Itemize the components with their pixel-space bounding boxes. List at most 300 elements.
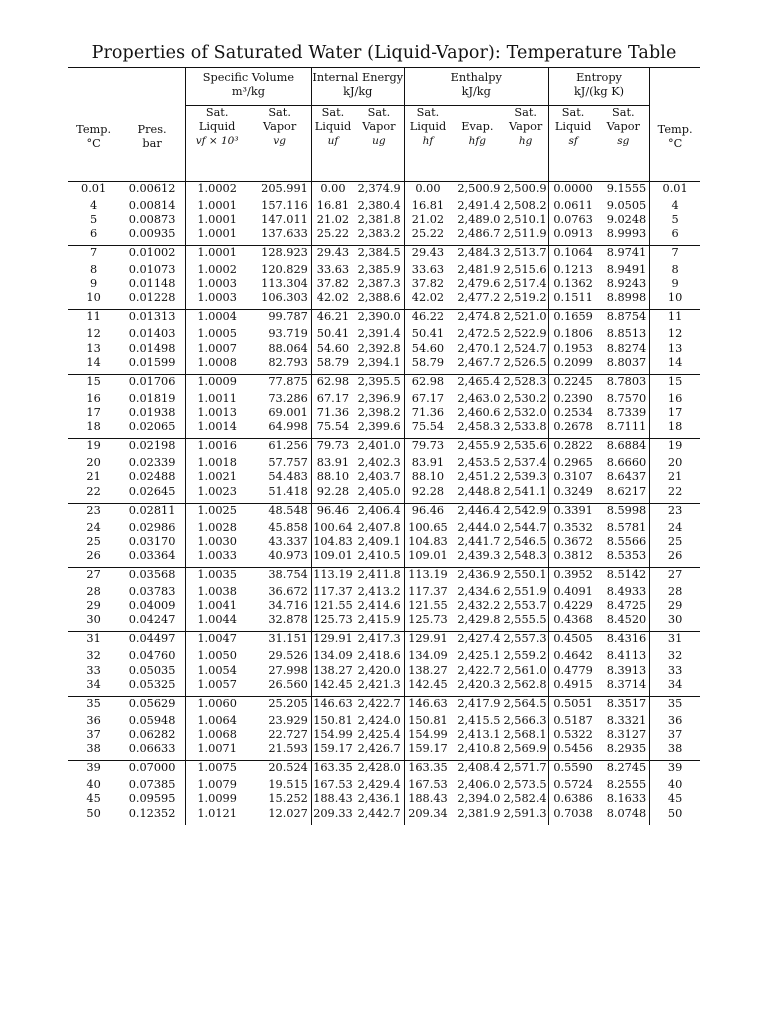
hf-cell: 46.22 <box>404 310 451 328</box>
vf-cell: 1.0033 <box>185 549 248 568</box>
temp-cell: 11 <box>86 310 101 324</box>
hg-cell: 2,571.7 <box>503 761 547 775</box>
temp-cell: 21 <box>86 470 101 484</box>
uf-cell: 54.60 <box>311 342 354 356</box>
pressure-cell: 0.01938 <box>128 405 176 419</box>
hg-cell: 2,582.4 <box>503 792 547 806</box>
hg-cell: 2,521.0 <box>503 310 547 324</box>
pressure-cell: 0.01819 <box>128 391 176 405</box>
hg-cell: 2,510.1 <box>503 212 547 226</box>
table-row <box>68 245 700 263</box>
temp-cell: 15 <box>86 374 101 388</box>
temp-right-cell: 14 <box>650 356 700 375</box>
temp-cell: 6 <box>68 227 119 246</box>
vg-cell: 106.303 <box>248 291 311 310</box>
uf-cell: 50.41 <box>311 327 354 341</box>
vf-cell: 1.0001 <box>185 227 248 246</box>
sg-cell: 8.0748 <box>606 806 647 820</box>
sg-cell: 9.0505 <box>606 198 647 212</box>
vf-cell: 1.0050 <box>185 649 248 663</box>
uf-cell: 75.54 <box>311 420 354 439</box>
temp-right-cell: 11 <box>650 310 700 328</box>
sf-cell: 0.2099 <box>548 356 597 375</box>
pressure-cell: 0.05325 <box>119 678 185 697</box>
sg-cell: 8.6660 <box>606 456 647 470</box>
sf-cell: 0.5590 <box>548 761 597 779</box>
hf-cell: 100.65 <box>404 521 451 535</box>
temp-right-cell: 37 <box>650 728 700 742</box>
sf-cell: 0.4505 <box>548 632 597 650</box>
hfg-cell: 2,472.5 <box>457 327 501 341</box>
vg-cell: 45.858 <box>268 520 308 534</box>
sf-cell: 0.2534 <box>548 406 597 420</box>
sg-cell: 9.1555 <box>606 181 647 195</box>
temp-right-cell: 34 <box>650 678 700 697</box>
hf-cell: 54.60 <box>404 342 451 356</box>
sf-cell: 0.0913 <box>548 227 597 246</box>
hf-cell: 109.01 <box>404 549 451 568</box>
hfg-cell: 2,441.7 <box>457 534 501 548</box>
hg-cell: 2,591.3 <box>503 806 547 820</box>
hfg-cell: 2,486.7 <box>451 227 503 246</box>
table-row <box>68 503 700 521</box>
hfg-cell: 2,453.5 <box>457 456 501 470</box>
table-row <box>68 356 700 375</box>
sf-cell: 0.2965 <box>548 456 597 470</box>
temp-cell: 25 <box>86 534 101 548</box>
hf-cell: 209.34 <box>404 807 451 825</box>
vg-cell: 157.116 <box>261 198 308 212</box>
temp-cell: 13 <box>86 341 101 355</box>
hfg-cell: 2,417.9 <box>457 696 501 710</box>
temp-right-cell: 17 <box>650 406 700 420</box>
temp-right-cell: 35 <box>650 696 700 714</box>
vf-cell: 1.0013 <box>185 406 248 420</box>
temp-cell: 5 <box>90 212 98 226</box>
hg-cell: 2,537.4 <box>503 456 547 470</box>
hfg-cell: 2,444.0 <box>457 520 501 534</box>
vf-cell: 1.0003 <box>185 277 248 291</box>
uf-cell: 0.00 <box>311 181 354 199</box>
hf-cell: 83.91 <box>404 456 451 470</box>
temp-cell: 24 <box>86 520 101 534</box>
ug-cell: 2,392.8 <box>357 341 401 355</box>
sg-cell: 8.7339 <box>606 405 647 419</box>
hg-cell: 2,542.9 <box>503 503 547 517</box>
sg-cell: 8.4933 <box>606 584 647 598</box>
vg-cell: 38.754 <box>268 567 308 581</box>
vf-cell: 1.0075 <box>185 761 248 779</box>
vf-cell: 1.0011 <box>185 392 248 406</box>
col-hfg: Evap. hfg <box>451 106 503 182</box>
sg-cell: 8.4725 <box>606 599 647 613</box>
sf-cell: 0.1064 <box>548 245 597 263</box>
temp-right-cell: 18 <box>650 420 700 439</box>
sg-cell: 8.2555 <box>606 778 647 792</box>
sg-cell: 8.4316 <box>606 632 647 646</box>
temp-cell: 34 <box>68 678 119 697</box>
hg-cell: 2,559.2 <box>503 649 547 663</box>
temp-cell: 7 <box>90 245 98 259</box>
temp-cell: 33 <box>86 663 101 677</box>
hg-cell: 2,568.1 <box>503 727 547 741</box>
hg-cell: 2,573.5 <box>503 778 547 792</box>
table-block <box>68 696 700 760</box>
temp-cell: 29 <box>86 599 101 613</box>
vg-cell: 31.151 <box>268 632 308 646</box>
hfg-cell: 2,484.3 <box>457 245 501 259</box>
pressure-cell: 0.02645 <box>119 485 185 504</box>
vg-cell: 12.027 <box>268 806 308 820</box>
temp-cell: 39 <box>86 761 101 775</box>
group-entropy <box>548 68 649 106</box>
hf-cell: 71.36 <box>404 406 451 420</box>
temp-cell: 19 <box>86 439 101 453</box>
temp-right-cell: 5 <box>650 213 700 227</box>
sg-cell: 8.5566 <box>606 534 647 548</box>
vf-cell: 1.0044 <box>185 613 248 632</box>
hfg-cell: 2,446.4 <box>457 503 501 517</box>
table-row <box>68 227 700 246</box>
group-specific-volume <box>185 68 311 106</box>
uf-cell: 37.82 <box>311 277 354 291</box>
temp-right-cell: 50 <box>650 807 700 825</box>
sf-cell: 0.0000 <box>548 181 597 199</box>
sf-cell: 0.3107 <box>548 470 597 484</box>
pressure-cell: 0.04247 <box>119 613 185 632</box>
vf-cell: 1.0023 <box>185 485 248 504</box>
uf-cell: 83.91 <box>311 456 354 470</box>
hfg-cell: 2,406.0 <box>457 778 501 792</box>
temp-cell: 22 <box>68 485 119 504</box>
ug-cell: 2,407.8 <box>357 520 401 534</box>
hf-cell: 92.28 <box>404 485 451 504</box>
hfg-cell: 2,489.0 <box>457 212 501 226</box>
sf-cell: 0.1511 <box>548 291 597 310</box>
temp-right-cell: 0.01 <box>650 181 700 199</box>
ug-cell: 2,410.5 <box>354 549 404 568</box>
temp-right-cell: 15 <box>650 374 700 392</box>
table-row <box>68 535 700 549</box>
uf-cell: 134.09 <box>313 649 353 663</box>
vg-cell: 82.793 <box>248 356 311 375</box>
temp-right-cell: 28 <box>650 585 700 599</box>
table-row <box>68 213 700 227</box>
vf-cell: 1.0016 <box>185 439 248 457</box>
hfg-cell: 2,500.9 <box>457 181 501 195</box>
hfg-cell: 2,422.7 <box>457 663 501 677</box>
ug-cell: 2,409.1 <box>357 534 401 548</box>
uf-cell: 96.46 <box>311 503 354 521</box>
vg-cell: 32.878 <box>248 613 311 632</box>
temp-cell: 0.01 <box>81 181 107 195</box>
table-row <box>68 342 700 356</box>
sg-cell: 8.3321 <box>606 713 647 727</box>
ug-cell: 2,402.3 <box>357 456 401 470</box>
table-row <box>68 664 700 678</box>
uf-cell: 62.98 <box>311 374 354 392</box>
table-block <box>68 310 700 374</box>
uf-cell: 154.99 <box>313 727 353 741</box>
vg-cell: 69.001 <box>268 405 308 419</box>
hfg-cell: 2,458.3 <box>451 420 503 439</box>
hf-cell: 129.91 <box>404 632 451 650</box>
page-title: Properties of Saturated Water (Liquid-Vapor): Temperature Table <box>91 43 677 63</box>
temp-right-cell: 45 <box>650 792 700 806</box>
temp-right-cell: 33 <box>650 664 700 678</box>
sg-cell: 8.4113 <box>606 649 647 663</box>
ug-cell: 2,395.5 <box>357 374 401 388</box>
table-row <box>68 456 700 470</box>
col-temp-right: Temp. °C <box>650 106 700 182</box>
temp-right-cell: 13 <box>650 342 700 356</box>
hfg-cell: 2,481.9 <box>457 262 501 276</box>
hfg-cell: 2,474.8 <box>457 310 501 324</box>
sg-cell: 8.6217 <box>597 485 649 504</box>
pressure-cell: 0.02811 <box>128 503 176 517</box>
temp-right-cell: 6 <box>650 227 700 246</box>
vg-cell: 23.929 <box>268 713 308 727</box>
ug-cell: 2,421.3 <box>354 678 404 697</box>
vg-cell: 93.719 <box>268 327 308 341</box>
sg-cell: 8.7111 <box>597 420 649 439</box>
table-row <box>68 585 700 599</box>
temp-cell: 9 <box>90 277 98 291</box>
hf-cell: 75.54 <box>404 420 451 439</box>
sf-cell: 0.4642 <box>548 649 597 663</box>
pressure-cell: 0.01313 <box>128 310 176 324</box>
table-row <box>68 263 700 277</box>
group-unit: kJ/(kg K) <box>573 85 625 99</box>
temp-right-cell: 21 <box>650 470 700 484</box>
sf-cell: 0.2822 <box>548 439 597 457</box>
ug-cell: 2,436.1 <box>357 792 401 806</box>
hfg-cell: 2,408.4 <box>457 761 501 775</box>
group-name: Enthalpy <box>450 71 502 84</box>
column-header-row <box>68 106 700 182</box>
pressure-cell: 0.07385 <box>128 778 176 792</box>
group-name: Entropy <box>576 71 622 84</box>
pressure-cell: 0.09595 <box>128 792 176 806</box>
group-unit: kJ/kg <box>343 85 373 99</box>
pressure-cell: 0.07000 <box>128 761 176 775</box>
sg-cell: 8.6437 <box>606 470 647 484</box>
ug-cell: 2,374.9 <box>357 181 401 195</box>
group-enthalpy <box>404 68 548 106</box>
pressure-cell: 0.02488 <box>128 470 176 484</box>
hfg-cell: 2,427.4 <box>457 632 501 646</box>
vg-cell: 113.304 <box>261 277 308 291</box>
pressure-cell: 0.01073 <box>128 262 176 276</box>
pressure-cell: 0.00612 <box>128 181 176 195</box>
ug-cell: 2,403.7 <box>357 470 401 484</box>
pressure-cell: 0.00873 <box>128 212 176 226</box>
hfg-cell: 2,470.1 <box>457 341 501 355</box>
temp-right-cell: 7 <box>650 245 700 263</box>
temp-cell: 17 <box>86 405 101 419</box>
sg-cell: 9.0248 <box>606 212 647 226</box>
hfg-cell: 2,467.7 <box>451 356 503 375</box>
vg-cell: 57.757 <box>268 456 308 470</box>
sf-cell: 0.3391 <box>548 503 597 521</box>
temp-cell: 12 <box>86 327 101 341</box>
hf-cell: 0.00 <box>404 181 451 199</box>
uf-cell: 138.27 <box>313 663 353 677</box>
hfg-cell: 2,448.8 <box>451 485 503 504</box>
vg-cell: 120.829 <box>261 262 308 276</box>
pressure-cell: 0.05035 <box>128 663 176 677</box>
temp-cell: 23 <box>86 503 101 517</box>
group-unit: kJ/kg <box>461 85 491 99</box>
col-uf: Sat. Liquid uf <box>311 106 354 182</box>
hfg-cell: 2,451.2 <box>457 470 501 484</box>
hg-cell: 2,544.7 <box>503 520 547 534</box>
vf-cell: 1.0014 <box>185 420 248 439</box>
vg-cell: 26.560 <box>248 678 311 697</box>
temp-cell: 38 <box>68 742 119 761</box>
uf-cell: 58.79 <box>311 356 354 375</box>
sg-cell: 8.2745 <box>606 761 647 775</box>
temp-right-cell: 39 <box>650 761 700 779</box>
sg-cell: 8.5353 <box>597 549 649 568</box>
col-sf: Sat. Liquid sf <box>548 106 597 182</box>
ug-cell: 2,387.3 <box>357 277 401 291</box>
vg-cell: 29.526 <box>268 649 308 663</box>
pressure-cell: 0.00814 <box>128 198 176 212</box>
temp-cell: 26 <box>68 549 119 568</box>
temp-cell: 16 <box>86 391 101 405</box>
temp-right-cell: 25 <box>650 535 700 549</box>
sf-cell: 0.1806 <box>548 327 597 341</box>
temp-right-cell: 36 <box>650 714 700 728</box>
table-row <box>68 807 700 825</box>
pressure-cell: 0.06282 <box>128 727 176 741</box>
hf-cell: 104.83 <box>404 535 451 549</box>
temp-cell: 14 <box>68 356 119 375</box>
temp-right-cell: 31 <box>650 632 700 650</box>
hg-cell: 2,546.5 <box>503 534 547 548</box>
uf-cell: 150.81 <box>313 713 353 727</box>
uf-cell: 79.73 <box>311 439 354 457</box>
pressure-cell: 0.02065 <box>119 420 185 439</box>
vf-cell: 1.0005 <box>185 327 248 341</box>
vf-cell: 1.0004 <box>185 310 248 328</box>
hfg-cell: 2,455.9 <box>457 439 501 453</box>
sg-cell: 8.8754 <box>606 310 647 324</box>
uf-cell: 142.45 <box>311 678 354 697</box>
sg-cell: 8.2935 <box>597 742 649 761</box>
temp-cell: 18 <box>68 420 119 439</box>
col-ug: Sat. Vapor ug <box>354 106 404 182</box>
vg-cell: 147.011 <box>261 212 308 226</box>
sg-cell: 8.9741 <box>606 245 647 259</box>
uf-cell: 209.33 <box>311 807 354 825</box>
sf-cell: 0.3532 <box>548 521 597 535</box>
vf-cell: 1.0002 <box>185 263 248 277</box>
sf-cell: 0.2678 <box>548 420 597 439</box>
sg-cell: 8.1633 <box>606 792 647 806</box>
sg-cell: 8.8998 <box>597 291 649 310</box>
hf-cell: 58.79 <box>404 356 451 375</box>
group-name: Specific Volume <box>202 71 295 84</box>
uf-cell: 163.35 <box>311 761 354 779</box>
ug-cell: 2,425.4 <box>357 727 401 741</box>
hg-cell: 2,561.0 <box>503 663 547 677</box>
sg-cell: 8.5998 <box>606 503 647 517</box>
hf-cell: 50.41 <box>404 327 451 341</box>
ug-cell: 2,418.6 <box>357 649 401 663</box>
sf-cell: 0.1659 <box>548 310 597 328</box>
sf-cell: 0.3952 <box>548 567 597 585</box>
hfg-cell: 2,410.8 <box>451 742 503 761</box>
table-row <box>68 778 700 792</box>
table-row <box>68 181 700 199</box>
col-hg: Sat. Vapor hg <box>503 106 548 182</box>
vf-cell: 1.0018 <box>185 456 248 470</box>
vg-cell: 128.923 <box>261 245 308 259</box>
uf-cell: 121.55 <box>313 599 353 613</box>
vg-cell: 25.205 <box>268 696 308 710</box>
temp-right-cell: 30 <box>650 613 700 632</box>
table-row <box>68 420 700 439</box>
pressure-cell: 0.05629 <box>128 696 176 710</box>
hf-cell: 37.82 <box>404 277 451 291</box>
ug-cell: 2,385.9 <box>357 262 401 276</box>
vg-cell: 48.548 <box>268 503 308 517</box>
group-internal-energy <box>311 68 404 106</box>
table-block <box>68 181 700 245</box>
vg-cell: 137.633 <box>248 227 311 246</box>
sg-cell: 8.8513 <box>606 327 647 341</box>
ug-cell: 2,401.0 <box>357 439 401 453</box>
pressure-cell: 0.12352 <box>128 806 176 820</box>
col-sg: Sat. Vapor sg <box>597 106 649 182</box>
vg-cell: 21.593 <box>248 742 311 761</box>
vf-cell: 1.0035 <box>185 567 248 585</box>
temp-right-cell: 32 <box>650 649 700 663</box>
sg-cell: 8.9243 <box>606 277 647 291</box>
hg-cell: 2,535.6 <box>503 439 547 453</box>
hg-cell: 2,548.3 <box>503 549 548 568</box>
pressure-cell: 0.01498 <box>128 341 176 355</box>
vg-cell: 40.973 <box>248 549 311 568</box>
ug-cell: 2,413.2 <box>357 584 401 598</box>
sg-cell: 8.7570 <box>606 391 647 405</box>
hf-cell: 29.43 <box>404 245 451 263</box>
temp-right-cell: 24 <box>650 521 700 535</box>
temp-cell: 28 <box>86 584 101 598</box>
hg-cell: 2,557.3 <box>503 632 547 646</box>
table-row <box>68 277 700 291</box>
uf-cell: 129.91 <box>311 632 354 650</box>
hfg-cell: 2,477.2 <box>451 291 503 310</box>
vf-cell: 1.0038 <box>185 585 248 599</box>
vg-cell: 99.787 <box>268 310 308 324</box>
table-row <box>68 470 700 484</box>
hf-cell: 159.17 <box>404 742 451 761</box>
vf-cell: 1.0060 <box>185 696 248 714</box>
sf-cell: 0.7038 <box>548 807 597 825</box>
sf-cell: 0.4915 <box>548 678 597 697</box>
vg-cell: 88.064 <box>268 341 308 355</box>
sg-cell: 8.8037 <box>597 356 649 375</box>
hfg-cell: 2,463.0 <box>457 391 501 405</box>
hg-cell: 2,515.6 <box>503 262 547 276</box>
hf-cell: 62.98 <box>404 374 451 392</box>
pressure-cell: 0.01706 <box>128 374 176 388</box>
sf-cell: 0.5187 <box>548 714 597 728</box>
hg-cell: 2,555.5 <box>503 613 548 632</box>
